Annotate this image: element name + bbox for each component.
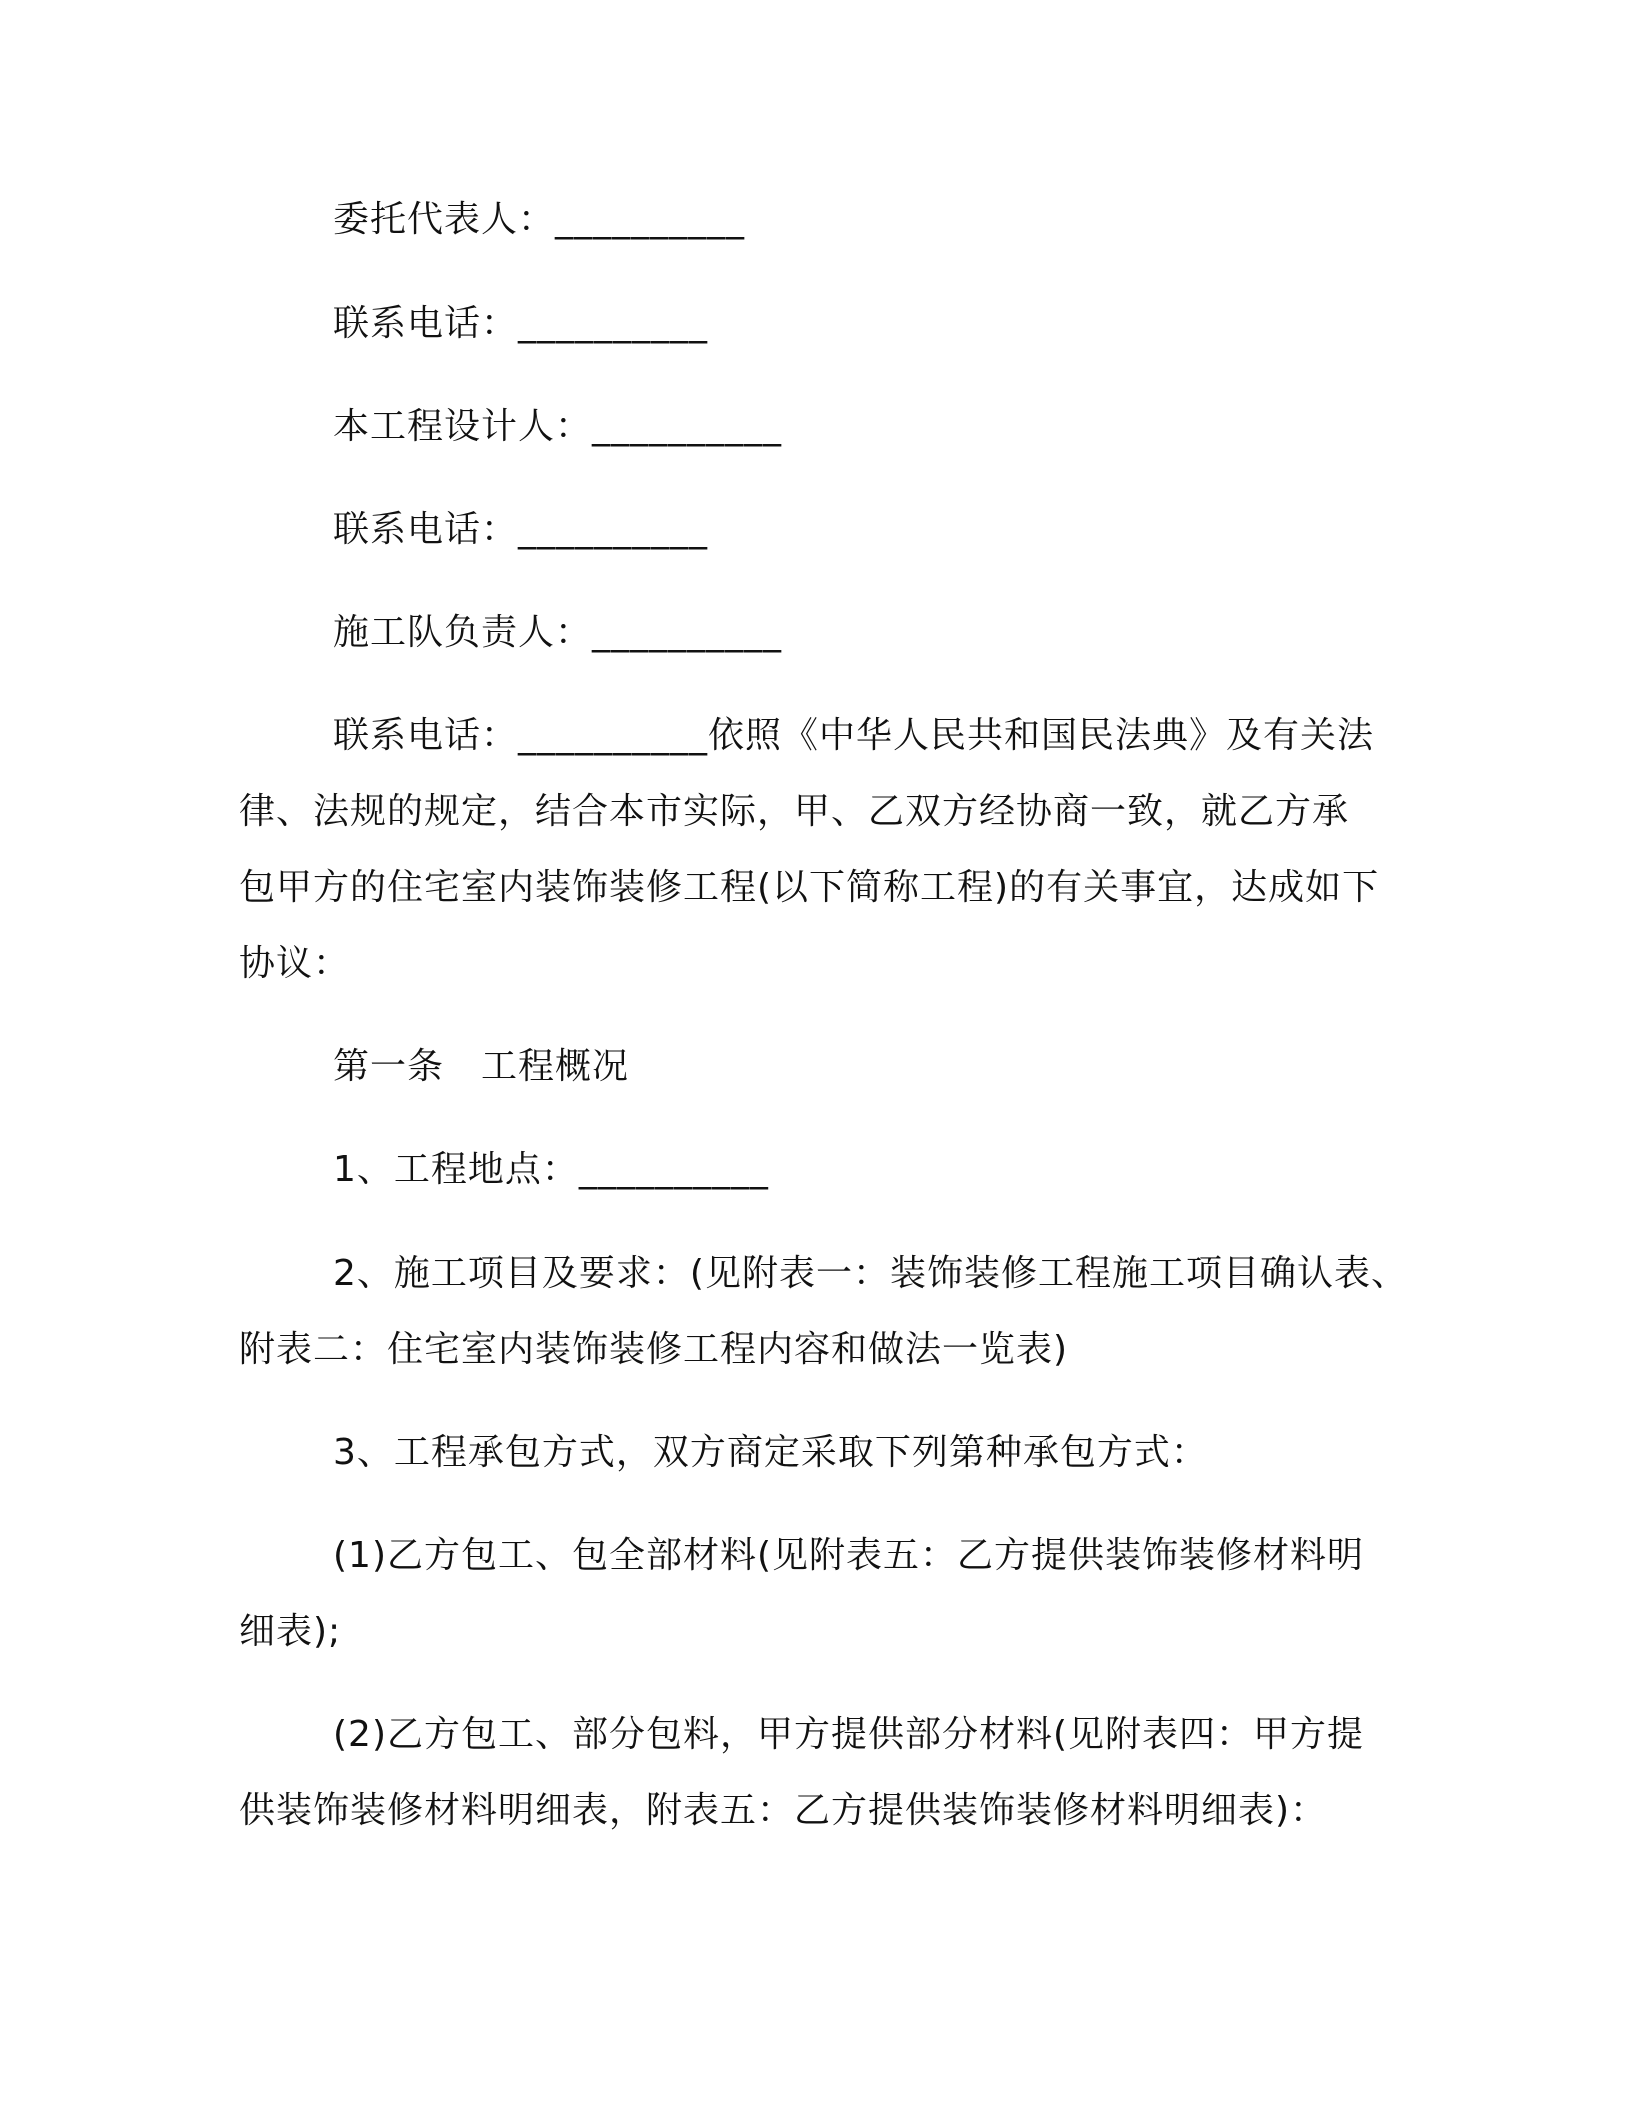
clause-item: 1、工程地点：__________ [333, 1149, 769, 1190]
designer-field: 本工程设计人：__________ [333, 406, 783, 447]
designer-phone-field: 联系电话：__________ [333, 509, 709, 550]
clause-item: 2、施工项目及要求：(见附表一：装饰装修工程施工项目确认表、 [333, 1253, 1408, 1294]
option-item: 供装饰装修材料明细表，附表五：乙方提供装饰装修材料明细表)： [239, 1790, 1328, 1831]
preamble-line: 律、法规的规定，结合本市实际，甲、乙双方经协商一致，就乙方承 [239, 791, 1350, 832]
option-item: (2)乙方包工、部分包料，甲方提供部分材料(见附表四：甲方提 [333, 1714, 1365, 1755]
agent-phone-field: 联系电话：__________ [333, 303, 709, 344]
clause-item: 3、工程承包方式，双方商定采取下列第种承包方式： [333, 1432, 1208, 1473]
option-item: 细表); [239, 1611, 342, 1652]
option-item: (1)乙方包工、包全部材料(见附表五：乙方提供装饰装修材料明 [333, 1535, 1365, 1576]
team-leader-field: 施工队负责人：__________ [333, 612, 783, 653]
agent-field: 委托代表人：__________ [333, 199, 746, 240]
clause-item: 附表二：住宅室内装饰装修工程内容和做法一览表) [239, 1329, 1069, 1370]
preamble-line: 包甲方的住宅室内装饰装修工程(以下简称工程)的有关事宜，达成如下 [239, 867, 1380, 908]
preamble-line: 协议： [239, 943, 351, 984]
preamble-line: 联系电话：__________依照《中华人民共和国民法典》及有关法 [333, 715, 1375, 756]
article-heading: 第一条 工程概况 [333, 1046, 630, 1087]
